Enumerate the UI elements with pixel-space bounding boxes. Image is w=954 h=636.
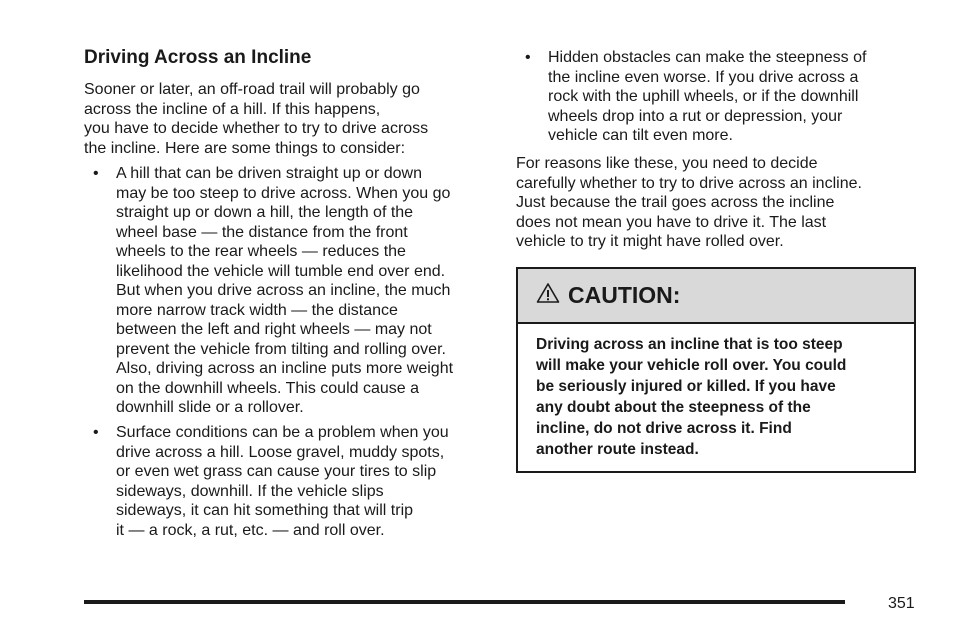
page-number: 351 (888, 595, 915, 612)
intro-paragraph: Sooner or later, an off-road trail will probably go across the incline of a hill. If this happens, you have to decide whether to try to drive across the incline. Here are some things to consider: (84, 81, 429, 157)
caution-body: Driving across an incline that is too steep will make your vehicle roll over. You could be seriously injured or killed. If you have any doubt about the steepness of the incline, do not drive across it. Find another route instead. (536, 336, 847, 458)
bullet-text: Hidden obstacles can make the steepness of the incline even worse. If you drive across a rock with the uphill wheels, or if the downhill wheels drop into a rut or depression, your vehicle can tilt even more. (548, 49, 867, 144)
bullet-dot: • (525, 49, 531, 66)
warning-triangle-icon (536, 282, 560, 309)
reasons-paragraph: For reasons like these, you need to decide carefully whether to try to drive across an incline. Just because the trail goes across the incline does not mean you have to drive it. The last vehicle to try it might have rolled over. (516, 155, 862, 250)
footer-rule (84, 600, 845, 604)
bullet-text: A hill that can be driven straight up or down may be too steep to drive across. When you go straight up or down a hill, the length of the wheel base — the distance from the front wheels to the rear wheels — reduces the likelihood the vehicle will tumble end over end. But when you drive across an incline, the much more narrow track width — the distance between the left and right wheels — may not prevent the vehicle from tilting and rolling over. Also, driving across an incline puts more weight on the downhill wheels. This could cause a downhill slide or a rollover. (116, 165, 454, 416)
bullet-text: Surface conditions can be a problem when you drive across a hill. Loose gravel, muddy spots, or even wet grass can cause your tires to slip sideways, downhill. If the vehicle slips sideways, it can hit something that will trip it — a rock, a rut, etc. — and roll over. (116, 424, 449, 539)
caution-header (518, 269, 914, 324)
section-heading: Driving Across an Incline (84, 47, 312, 68)
bullet-dot: • (93, 165, 99, 182)
caution-box (516, 267, 916, 473)
caution-title: CAUTION: (568, 282, 681, 308)
bullet-dot: • (93, 424, 99, 441)
